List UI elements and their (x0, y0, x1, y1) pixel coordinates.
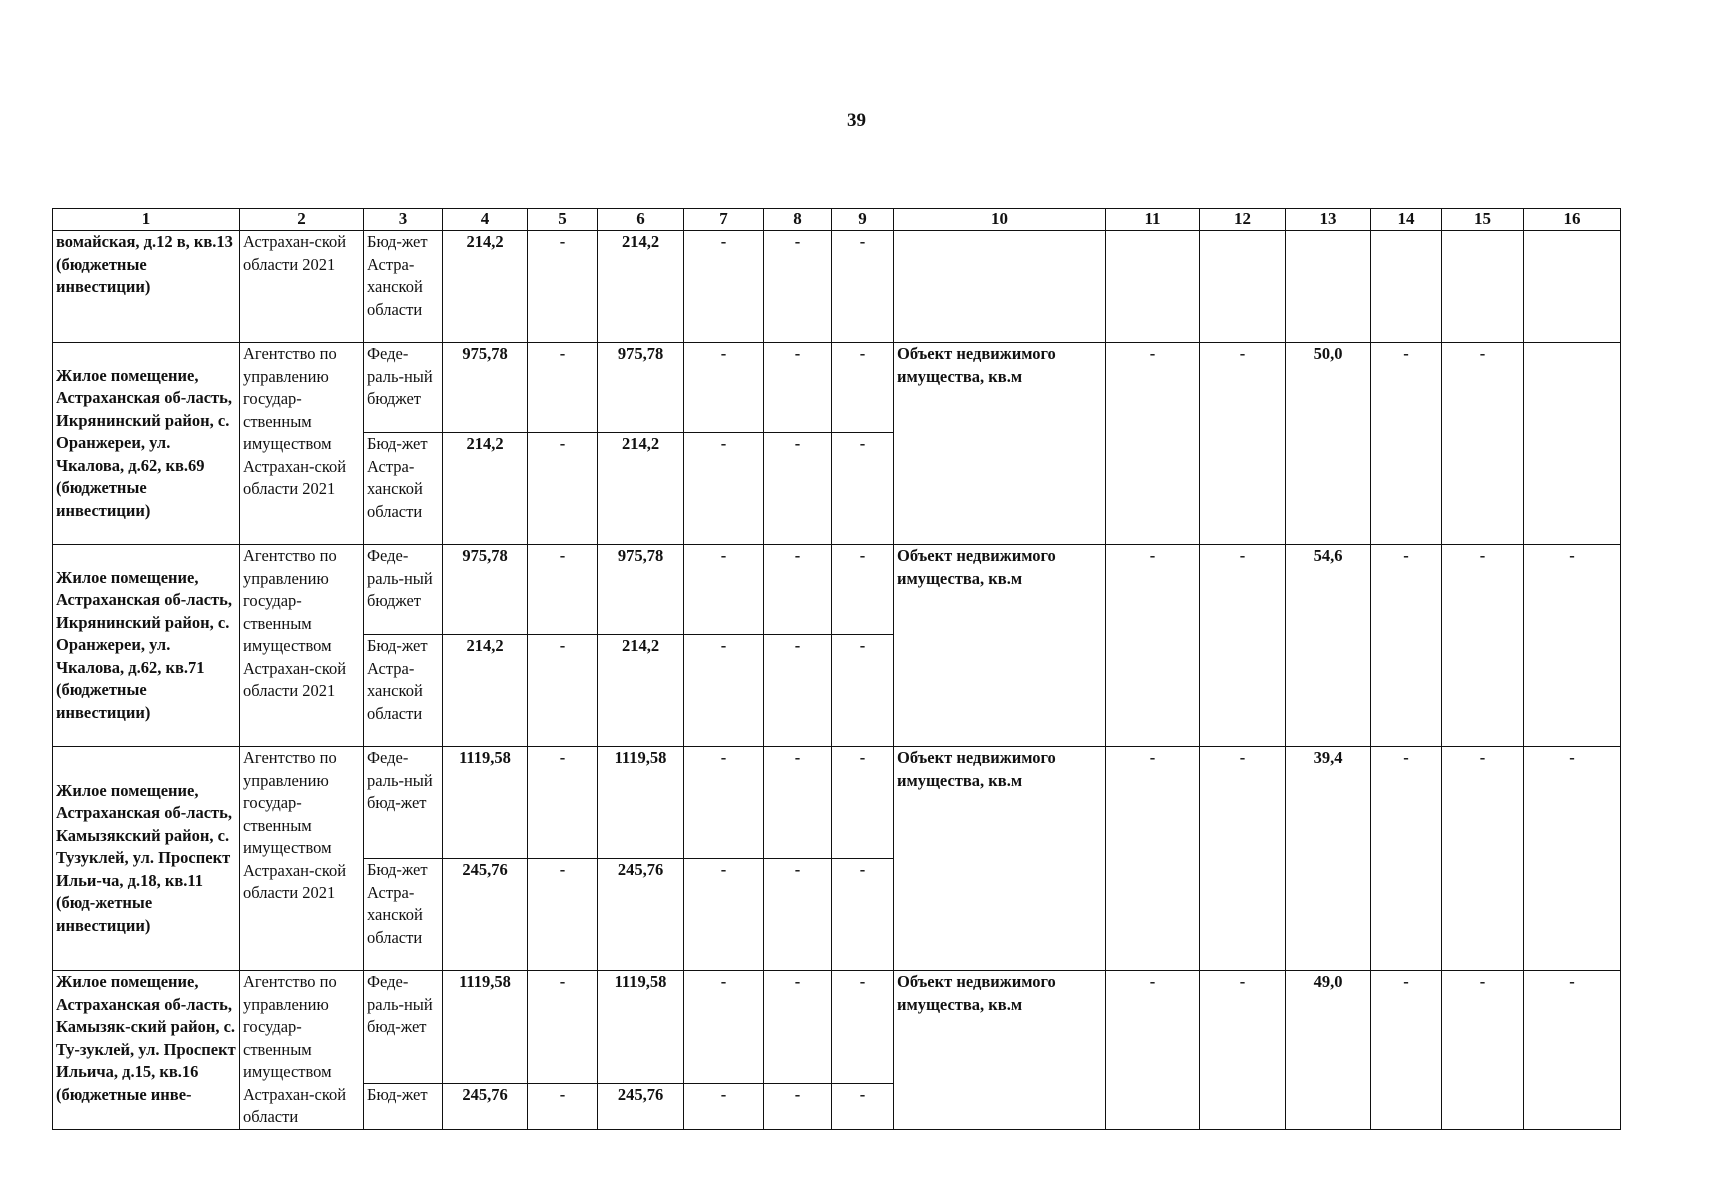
agency-cell: Агентство по управлению государ-ственным имуществом Астрахан-ской области 2021 (240, 545, 364, 747)
value-cell: - (764, 343, 832, 433)
value-cell: - (832, 343, 894, 433)
result-description: Объект недвижимого имущества, кв.м (894, 971, 1106, 1130)
value-cell: - (832, 635, 894, 747)
value-cell: 245,76 (443, 859, 528, 971)
value-cell: 214,2 (598, 635, 684, 747)
value-cell: - (832, 545, 894, 635)
value-cell: - (684, 971, 764, 1084)
object-name: Жилое помещение, Астраханская об-ласть, Камызяк-ский район, с. Ту-зуклей, ул. Проспект Ильича, д.15, кв.16 (бюджетные инве- (53, 971, 240, 1130)
value-cell: - (528, 545, 598, 635)
value-cell: - (832, 1084, 894, 1129)
value-cell: 975,78 (443, 343, 528, 433)
value-cell (1442, 231, 1524, 343)
agency-cell: Агентство по управлению государ-ственным имуществом Астрахан-ской области 2021 (240, 343, 364, 545)
object-name: Жилое помещение, Астраханская об-ласть, Камызякский район, с. Тузуклей, ул. Проспект Ильи-ча, д.18, кв.11 (бюд-жетные инвестиции) (53, 747, 240, 971)
value-cell: - (1371, 343, 1442, 545)
col-header-11: 11 (1106, 209, 1200, 231)
col-header-1: 1 (53, 209, 240, 231)
value-cell: - (528, 231, 598, 343)
col-header-5: 5 (528, 209, 598, 231)
value-cell: 1119,58 (598, 747, 684, 859)
value-cell (1106, 231, 1200, 343)
value-cell: - (684, 343, 764, 433)
funding-source: Бюд-жет Астра-ханской области (364, 231, 443, 343)
result-description (894, 231, 1106, 343)
value-cell: 214,2 (598, 231, 684, 343)
result-description: Объект недвижимого имущества, кв.м (894, 545, 1106, 747)
value-cell: - (1442, 545, 1524, 747)
value-cell: - (528, 343, 598, 433)
result-description: Объект недвижимого имущества, кв.м (894, 747, 1106, 971)
object-name: вомайская, д.12 в, кв.13 (бюджетные инвестиции) (53, 231, 240, 343)
col-header-16: 16 (1524, 209, 1621, 231)
col-header-14: 14 (1371, 209, 1442, 231)
value-cell: 214,2 (443, 635, 528, 747)
col-header-9: 9 (832, 209, 894, 231)
value-cell: - (832, 433, 894, 545)
value-cell: 975,78 (443, 545, 528, 635)
col-header-3: 3 (364, 209, 443, 231)
col-header-10: 10 (894, 209, 1106, 231)
table-row (53, 971, 1621, 1084)
value-cell: - (1200, 343, 1286, 545)
col-header-8: 8 (764, 209, 832, 231)
value-cell: - (832, 971, 894, 1084)
funding-source: Бюд-жет Астра-ханской области (364, 859, 443, 971)
value-cell: - (1524, 545, 1621, 747)
value-cell: 49,0 (1286, 971, 1371, 1130)
value-cell: - (1371, 545, 1442, 747)
value-cell: - (764, 747, 832, 859)
value-cell (1524, 231, 1621, 343)
value-cell (1286, 231, 1371, 343)
value-cell: - (832, 747, 894, 859)
value-cell: - (764, 545, 832, 635)
agency-cell: Агентство по управлению государ-ственным имуществом Астрахан-ской области (240, 971, 364, 1130)
table-row (53, 545, 1621, 635)
value-cell: 245,76 (598, 859, 684, 971)
value-cell: - (528, 433, 598, 545)
header-row (53, 209, 1621, 231)
value-cell: - (832, 231, 894, 343)
value-cell: - (1106, 545, 1200, 747)
value-cell: 1119,58 (443, 971, 528, 1084)
value-cell: 50,0 (1286, 343, 1371, 545)
value-cell: 975,78 (598, 343, 684, 433)
value-cell: - (684, 859, 764, 971)
table-row (53, 343, 1621, 433)
agency-cell: Агентство по управлению государ-ственным имуществом Астрахан-ской области 2021 (240, 747, 364, 971)
value-cell: 245,76 (598, 1084, 684, 1129)
value-cell: 214,2 (598, 433, 684, 545)
value-cell: 39,4 (1286, 747, 1371, 971)
value-cell: - (528, 1084, 598, 1129)
value-cell: 245,76 (443, 1084, 528, 1129)
col-header-12: 12 (1200, 209, 1286, 231)
agency-cell: Астрахан-ской области 2021 (240, 231, 364, 343)
value-cell: - (764, 635, 832, 747)
value-cell: - (528, 635, 598, 747)
value-cell: - (1442, 343, 1524, 545)
value-cell: - (1371, 747, 1442, 971)
funding-source: Феде-раль-ный бюджет (364, 545, 443, 635)
funding-source: Бюд-жет (364, 1084, 443, 1129)
col-header-7: 7 (684, 209, 764, 231)
value-cell: 54,6 (1286, 545, 1371, 747)
value-cell: 1119,58 (598, 971, 684, 1084)
value-cell: - (684, 433, 764, 545)
value-cell (1371, 231, 1442, 343)
value-cell: - (1442, 971, 1524, 1130)
value-cell: 214,2 (443, 231, 528, 343)
value-cell: - (1200, 545, 1286, 747)
table-row (53, 231, 1621, 343)
col-header-6: 6 (598, 209, 684, 231)
page-number: 39 (847, 110, 866, 131)
value-cell: - (764, 231, 832, 343)
result-description: Объект недвижимого имущества, кв.м (894, 343, 1106, 545)
object-name: Жилое помещение, Астраханская об-ласть, Икрянинский район, с. Оранжереи, ул. Чкалова, д.62, кв.69 (бюджетные инвестиции) (53, 343, 240, 545)
value-cell: 1119,58 (443, 747, 528, 859)
value-cell: - (764, 1084, 832, 1129)
budget-table (52, 208, 1621, 1130)
value-cell: - (832, 859, 894, 971)
value-cell: - (684, 1084, 764, 1129)
value-cell: - (684, 747, 764, 859)
value-cell: - (528, 971, 598, 1084)
value-cell: - (1442, 747, 1524, 971)
value-cell: - (1524, 971, 1621, 1130)
value-cell: - (1524, 747, 1621, 971)
value-cell: 975,78 (598, 545, 684, 635)
value-cell: - (528, 747, 598, 859)
value-cell (1524, 343, 1621, 545)
value-cell: - (1200, 747, 1286, 971)
value-cell: - (684, 545, 764, 635)
value-cell: - (684, 231, 764, 343)
funding-source: Феде-раль-ный бюд-жет (364, 971, 443, 1084)
value-cell: - (684, 635, 764, 747)
col-header-15: 15 (1442, 209, 1524, 231)
value-cell: - (1371, 971, 1442, 1130)
value-cell: - (764, 971, 832, 1084)
funding-source: Феде-раль-ный бюджет (364, 343, 443, 433)
funding-source: Бюд-жет Астра-ханской области (364, 635, 443, 747)
value-cell (1200, 231, 1286, 343)
value-cell: - (764, 433, 832, 545)
value-cell: 214,2 (443, 433, 528, 545)
col-header-13: 13 (1286, 209, 1371, 231)
col-header-4: 4 (443, 209, 528, 231)
value-cell: - (1106, 343, 1200, 545)
value-cell: - (528, 859, 598, 971)
funding-source: Феде-раль-ный бюд-жет (364, 747, 443, 859)
col-header-2: 2 (240, 209, 364, 231)
value-cell: - (1200, 971, 1286, 1130)
value-cell: - (1106, 971, 1200, 1130)
value-cell: - (1106, 747, 1200, 971)
funding-source: Бюд-жет Астра-ханской области (364, 433, 443, 545)
object-name: Жилое помещение, Астраханская об-ласть, Икрянинский район, с. Оранжереи, ул. Чкалова, д.62, кв.71 (бюджетные инвестиции) (53, 545, 240, 747)
value-cell: - (764, 859, 832, 971)
table-row (53, 747, 1621, 859)
